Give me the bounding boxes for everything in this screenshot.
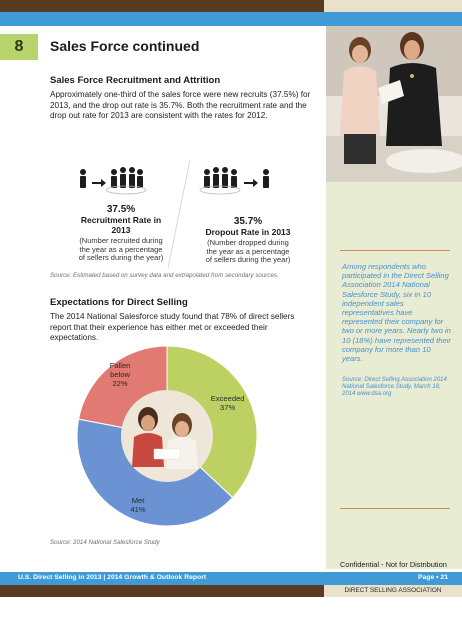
sidebar-source: Source: Direct Selling Association 2014 National Salesforce Study, March 18, 2014 www.dsa.org — [342, 377, 447, 398]
footer-page-number: Page • 21 — [418, 574, 448, 581]
footer-association: DIRECT SELLING ASSOCIATION — [324, 585, 462, 597]
page-title: Sales Force continued — [50, 38, 200, 54]
sidebar-rule-bottom — [340, 508, 450, 509]
section-heading-recruitment: Sales Force Recruitment and Attrition — [50, 75, 221, 86]
section-body-expectations: The 2014 National Salesforce study found that 78% of direct sellers report that their experience has either met or exceeded their expectations. — [50, 312, 295, 342]
recruitment-dropout-infographic — [68, 160, 318, 272]
recruitment-rate-block — [66, 204, 176, 263]
top-brown-band — [0, 0, 462, 12]
pie-label-exceeded: Exceeded 37% — [210, 393, 245, 412]
sidebar-photo — [326, 26, 462, 182]
recruitment-rate-value: 37.5% — [106, 204, 136, 215]
dropout-rate-note: (Number dropped during the year as a percentage of sellers during the year) — [205, 238, 291, 265]
recruitment-rate-note: (Number recruited during the year as a percentage of sellers during the year) — [78, 236, 164, 263]
dropout-rate-label: Dropout Rate in 2013 — [205, 227, 291, 237]
infographic-source: Source: Estimated based on survey data and extrapolated from secondary sources. — [50, 272, 279, 279]
footer-report-title: U.S. Direct Selling in 2013 | 2014 Growth & Outlook Report — [18, 574, 207, 581]
pie-source: Source: 2014 National Salesforce Study — [50, 539, 160, 546]
expectations-pie-chart — [76, 345, 258, 527]
dropout-rate-value: 35.7% — [233, 216, 263, 227]
recruitment-rate-label-1: Recruitment Rate in — [80, 215, 162, 225]
top-blue-band — [0, 12, 462, 26]
pie-label-met: Met 41% — [130, 496, 146, 515]
section-heading-expectations: Expectations for Direct Selling — [50, 297, 188, 308]
recruitment-rate-label-2: 2013 — [111, 225, 131, 235]
pie-center-photo — [121, 390, 213, 482]
footer-bar — [0, 572, 462, 585]
footer-brown-band — [0, 585, 462, 597]
confidential-notice: Confidential - Not for Distribution — [340, 560, 447, 569]
sidebar-quote: Among respondents who participated in the Direct Selling Association 2014 National Salesforce Study, six in 10 independent sales representatives have represented their company for two or more years. Nearly two in 10 (18%) have represented their company for more than 10 years. — [342, 262, 451, 364]
sidebar-rule-top — [340, 250, 450, 251]
page-section-number: 8 — [0, 34, 38, 60]
dropout-rate-block — [188, 216, 308, 265]
section-body-recruitment: Approximately one-third of the sales force were new recruits (37.5%) for 2013, and the drop out rate is 35.7%. Both the recruitment rate and the drop out rate for 2013 are consistent with the rates for 2012. — [50, 90, 311, 120]
pie-label-fallen-below: Fallen below 22% — [109, 361, 131, 389]
